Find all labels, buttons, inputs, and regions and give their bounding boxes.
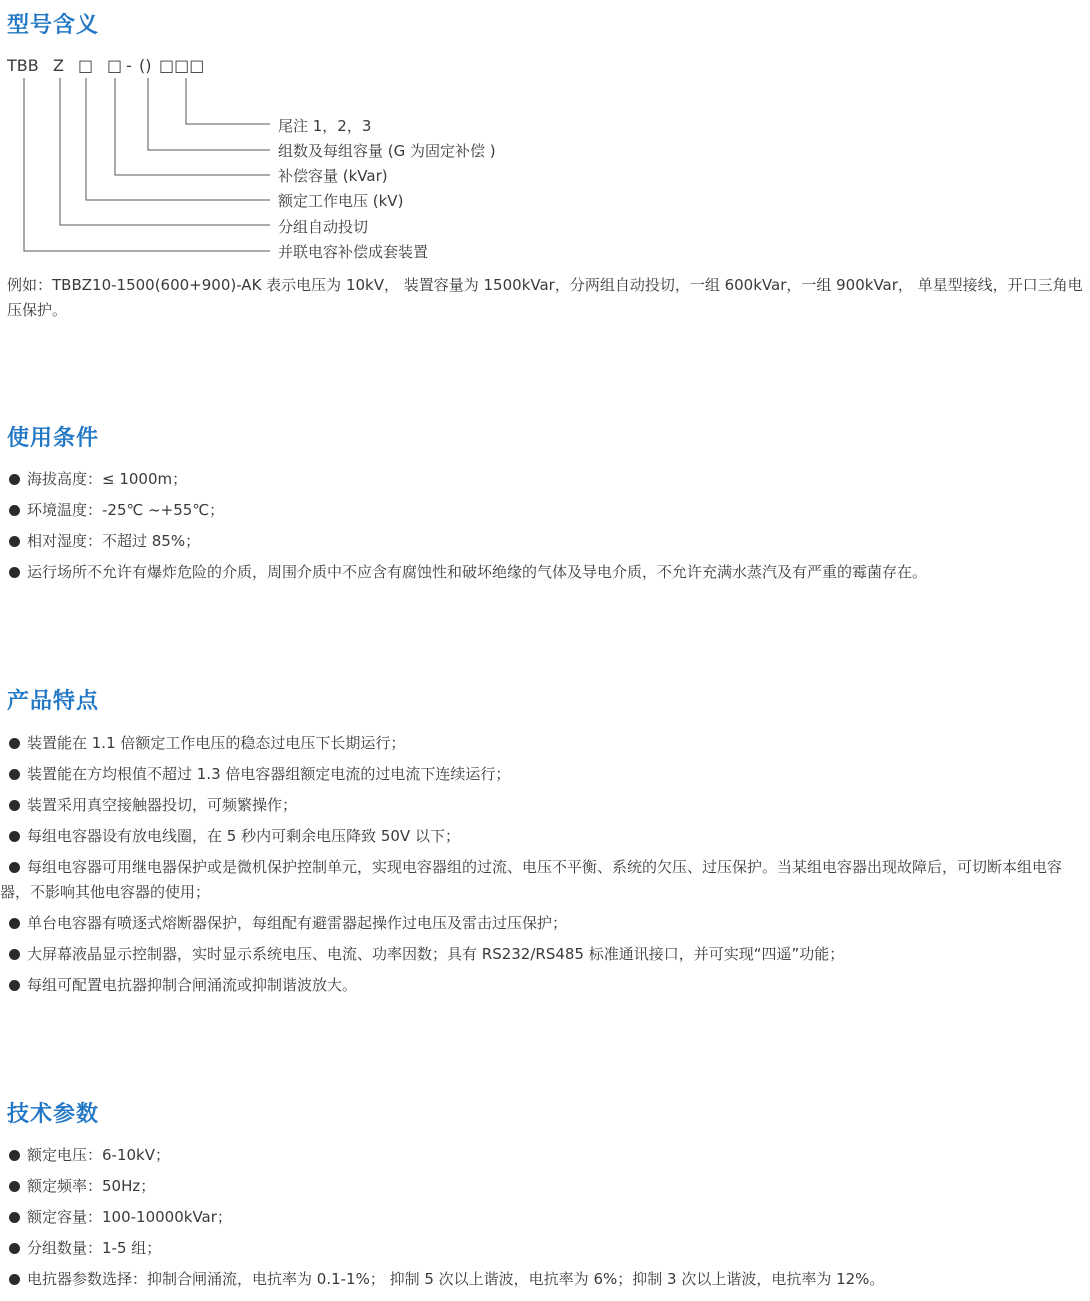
list-item-text: 额定频率：50Hz；	[27, 1177, 156, 1195]
list-item-text: 每组电容器设有放电线圈，在 5 秒内可剩余电压降致 50V 以下；	[27, 827, 460, 845]
specs-list	[0, 1143, 1083, 1298]
bullet-dot	[9, 536, 20, 547]
conditions-list	[0, 467, 1083, 591]
code-part-z: Z	[53, 56, 64, 75]
list-item-text: 海拔高度：≤ 1000m；	[27, 470, 188, 488]
bullet-dot	[9, 1274, 20, 1285]
list-item	[0, 824, 1083, 849]
list-item	[0, 911, 1083, 936]
list-item-text: 运行场所不允许有爆炸危险的介质，周围介质中不应含有腐蚀性和破坏绝缘的气体及导电介质，不允许充满水蒸汽及有严重的霉菌存在。	[27, 563, 928, 581]
code-part-paren: ()	[139, 56, 152, 75]
bullet-dot	[9, 1181, 20, 1192]
list-item-text: 每组可配置电抗器抑制合闸涌流或抑制谐波放大。	[27, 976, 358, 994]
list-item-text: 环境温度：-25℃ ~+55℃；	[27, 501, 225, 519]
leader-line-voltage	[86, 78, 270, 200]
bullet-dot	[9, 1243, 20, 1254]
list-item-text: 额定电压：6-10kV；	[27, 1146, 170, 1164]
leader-line-suffix	[186, 78, 270, 124]
legend-suffix: 尾注 1，2，3	[278, 117, 372, 135]
legend-capacity: 补偿容量 (kVar)	[278, 167, 388, 185]
bullet-dot	[9, 918, 20, 929]
list-item	[0, 942, 1083, 967]
list-item	[0, 1236, 1083, 1261]
bullet-dot	[9, 769, 20, 780]
list-item	[0, 1174, 1083, 1199]
list-item	[0, 762, 1083, 787]
code-part-box-1: □	[78, 56, 94, 75]
list-item	[0, 731, 1083, 756]
bullet-dot	[9, 862, 20, 873]
list-item-text: 装置能在方均根值不超过 1.3 倍电容器组额定电流的过电流下连续运行；	[27, 765, 511, 783]
list-item	[0, 793, 1083, 818]
code-part-dash: -	[126, 56, 132, 75]
bullet-dot	[9, 505, 20, 516]
leader-line-capacity	[115, 78, 270, 175]
list-item-text: 额定容量：100-10000kVar；	[27, 1208, 232, 1226]
bullet-dot	[9, 567, 20, 578]
list-item-text: 电抗器参数选择：抑制合闸涌流，电抗率为 0.1-1%； 抑制 5 次以上谐波，电抗率为 6%；抑制 3 次以上谐波，电抗率为 12%。	[27, 1270, 885, 1288]
bullet-dot	[9, 831, 20, 842]
legend-device: 并联电容补偿成套装置	[278, 243, 429, 261]
list-item	[0, 467, 1083, 492]
features-list	[0, 731, 1083, 1004]
list-item	[0, 560, 1083, 585]
list-item	[0, 529, 1083, 554]
legend-groups: 组数及每组容量 (G 为固定补偿 )	[278, 142, 496, 160]
list-item	[0, 973, 1083, 998]
bullet-dot	[9, 474, 20, 485]
leader-line-auto-switch	[60, 78, 270, 225]
bullet-dot	[9, 949, 20, 960]
model-example: 例如：TBBZ10-1500(600+900)-AK 表示电压为 10kV， 装置容量为 1500kVar，分两组自动投切，一组 600kVar，一组 900kVar， 单星型接线，开口三角电压保护。	[7, 276, 1083, 319]
list-item	[0, 498, 1083, 523]
list-item-text: 装置能在 1.1 倍额定工作电压的稳态过电压下长期运行；	[27, 734, 406, 752]
section-title-model: 型号含义	[7, 13, 100, 38]
list-item-text: 分组数量：1-5 组；	[27, 1239, 162, 1257]
list-item-text: 大屏幕液晶显示控制器，实时显示系统电压、电流、功率因数；具有 RS232/RS485 标准通讯接口，并可实现“四遥”功能；	[27, 945, 845, 963]
bullet-dot	[9, 738, 20, 749]
list-item	[0, 855, 1083, 905]
list-item-text: 装置采用真空接触器投切，可频繁操作；	[27, 796, 298, 814]
list-item-text: 单台电容器有喷逐式熔断器保护，每组配有避雷器起操作过电压及雷击过压保护；	[27, 914, 568, 932]
legend-auto-switch: 分组自动投切	[278, 218, 369, 236]
bullet-dot	[9, 1150, 20, 1161]
model-code-leader-lines	[0, 74, 280, 254]
code-part-box-2: □	[107, 56, 123, 75]
code-part-boxes: □□□	[159, 56, 205, 75]
code-part-tbb: TBB	[7, 56, 39, 75]
bullet-dot	[9, 800, 20, 811]
legend-voltage: 额定工作电压 (kV)	[278, 192, 404, 210]
section-title-specs: 技术参数	[7, 1102, 100, 1127]
list-item-text: 每组电容器可用继电器保护或是微机保护控制单元，实现电容器组的过流、电压不平衡、系统的欠压、过压保护。当某组电容器出现故障后，可切断本组电容器，不影响其他电容器的使用；	[0, 858, 1063, 901]
list-item	[0, 1205, 1083, 1230]
list-item	[0, 1267, 1083, 1292]
bullet-dot	[9, 1212, 20, 1223]
leader-line-groups	[148, 78, 270, 150]
section-title-conditions: 使用条件	[7, 426, 100, 451]
list-item	[0, 1143, 1083, 1168]
section-title-features: 产品特点	[7, 689, 100, 714]
list-item-text: 相对湿度：不超过 85%；	[27, 532, 201, 550]
bullet-dot	[9, 980, 20, 991]
